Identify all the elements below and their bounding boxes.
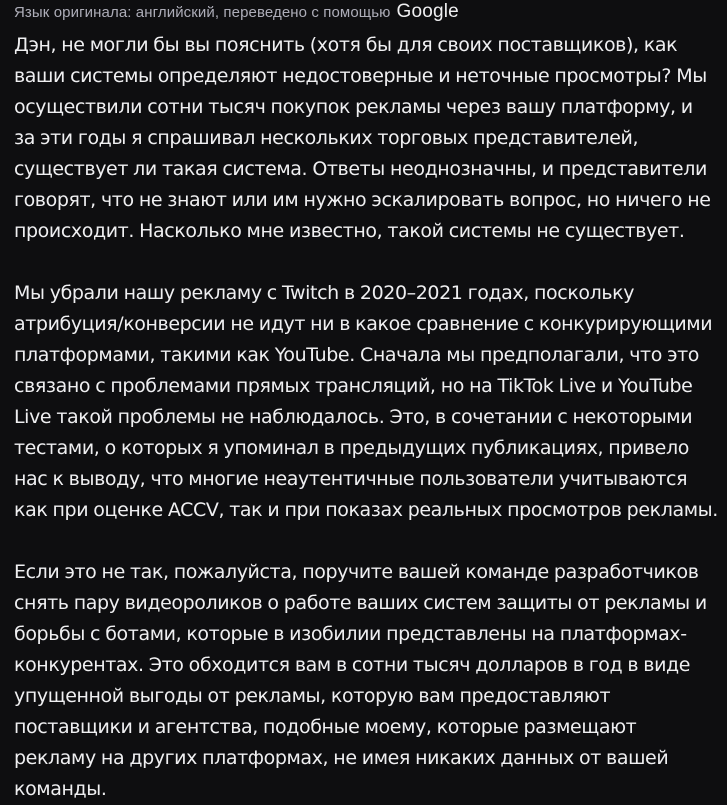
translation-note: Язык оригинала: английский, переведено с помощью — [14, 3, 391, 21]
google-logo: Google — [396, 1, 459, 22]
message-body — [14, 30, 718, 805]
message-paragraph-1: Дэн, не могли бы вы пояснить (хотя бы для своих поставщиков), как ваши системы определяют недостоверные и неточные просмотры? Мы осуществили сотни тысяч покупок рекламы через вашу платформу, и за эти годы я спрашивал нескольких торговых представителей, существует ли такая система. Ответы неоднозначны, и представители говорят, что не знают или им нужно эскалировать вопрос, но ничего не происходит. Насколько мне известно, такой системы не существует. — [14, 34, 711, 242]
message-paragraph-2: Мы убрали нашу рекламу с Twitch в 2020–2021 годах, поскольку атрибуция/конверсии не идут ни в какое сравнение с конкурирующими платформами, такими как YouTube. Сначала мы предполагали, что это связано с проблемами прямых трансляций, но на TikTok Live и YouTube Live такой проблемы не наблюдалось. Это, в сочетании с некоторыми тестами, о которых я упоминал в предыдущих публикациях, привело нас к выводу, что многие неаутентичные пользователи учитываются как при оценке ACCV, так и при показах реальных просмотров рекламы. — [14, 282, 718, 521]
message-paragraph-3: Если это не так, пожалуйста, поручите вашей команде разработчиков снять пару видеороликов о работе ваших систем защиты от рекламы и борьбы с ботами, которые в изобилии представлены на платформах-конкурентах. Это обходится вам в сотни тысяч долларов в год в виде упущенной выгоды от рекламы, которую вам предоставляют поставщики и агентства, подобные моему, которые размещают рекламу на других платформах, не имея никаких данных от вашей команды. — [14, 561, 707, 800]
translation-attribution — [14, 0, 459, 24]
